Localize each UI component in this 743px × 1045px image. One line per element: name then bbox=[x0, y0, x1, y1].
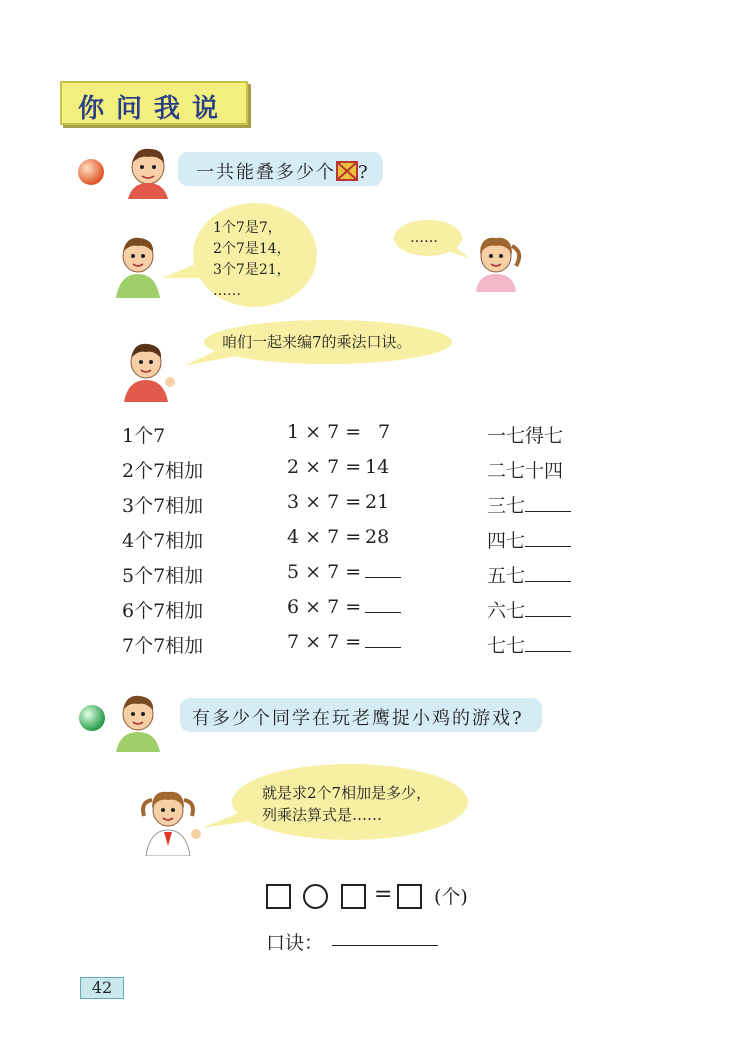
rhyme-text: 二七十四 bbox=[487, 460, 564, 482]
rhyme-text: 五七 bbox=[487, 561, 571, 589]
equals-sign: = bbox=[374, 882, 393, 907]
rhyme-text: 一七得七 bbox=[487, 425, 564, 447]
equation-lhs: 3 × 7 = bbox=[287, 491, 362, 513]
page-number: 42 bbox=[80, 977, 124, 999]
rhyme-text: 六七 bbox=[487, 596, 571, 624]
equation-lhs: 2 × 7 = bbox=[287, 456, 362, 478]
equation-lhs: 7 × 7 = bbox=[287, 631, 362, 653]
orange-ball-icon bbox=[76, 157, 106, 187]
equation-lhs: 5 × 7 = bbox=[287, 561, 362, 583]
rhyme-blank[interactable] bbox=[525, 651, 571, 652]
equation-lhs: 6 × 7 = bbox=[287, 596, 362, 618]
girl-illustration bbox=[468, 230, 524, 292]
rhyme-blank[interactable] bbox=[525, 546, 571, 547]
sum-text: 2个7相加 bbox=[122, 460, 204, 482]
equation-result: 28 bbox=[365, 526, 390, 548]
equation-result: 21 bbox=[365, 491, 390, 513]
girl-pointing-illustration bbox=[138, 782, 206, 856]
result-blank[interactable] bbox=[365, 561, 401, 589]
boy-illustration bbox=[118, 143, 176, 199]
sum-text: 6个7相加 bbox=[122, 600, 204, 622]
sum-text: 1个7 bbox=[122, 425, 166, 447]
answer-box[interactable] bbox=[341, 884, 366, 909]
sum-text: 3个7相加 bbox=[122, 495, 204, 517]
sum-text: 4个7相加 bbox=[122, 530, 204, 552]
bubble-left-text: 1个7是7， 2个7是14， 3个7是21， …… bbox=[213, 220, 291, 299]
rhyme-blank[interactable] bbox=[525, 511, 571, 512]
result-blank[interactable] bbox=[365, 631, 401, 659]
rhyme-text: 七七 bbox=[487, 631, 571, 659]
result-blank[interactable] bbox=[365, 596, 401, 624]
rhyme-blank[interactable] bbox=[525, 581, 571, 582]
rhyme-label: 口诀： bbox=[266, 932, 324, 954]
block-icon bbox=[336, 161, 358, 181]
boy-green-illustration bbox=[112, 232, 164, 298]
section-title: 你问我说 bbox=[78, 94, 231, 124]
equation-lhs: 1 × 7 = bbox=[287, 421, 362, 443]
equation-lhs: 4 × 7 = bbox=[287, 526, 362, 548]
operator-circle[interactable] bbox=[303, 884, 328, 909]
rhyme-answer-line[interactable] bbox=[332, 945, 438, 946]
answer-box[interactable] bbox=[266, 884, 291, 909]
sum-text: 5个7相加 bbox=[122, 565, 204, 587]
answer-box[interactable] bbox=[397, 884, 422, 909]
equation-result: 7 bbox=[378, 421, 391, 443]
rhyme-text: 三七 bbox=[487, 491, 571, 519]
question-text: 有多少个同学在玩老鹰捉小鸡的游戏? bbox=[192, 708, 524, 729]
equation-result: 14 bbox=[365, 456, 390, 478]
boy-pointing-illustration bbox=[120, 338, 180, 402]
rhyme-text: 四七 bbox=[487, 526, 571, 554]
unit-label: (个) bbox=[434, 886, 468, 908]
boy-green-illustration bbox=[108, 690, 174, 752]
bubble-right-text: …… bbox=[410, 230, 438, 246]
bubble-girl-text: 就是求2个7相加是多少， 列乘法算式是…… bbox=[262, 784, 432, 824]
question-text: 一共能叠多少个 ? bbox=[196, 162, 370, 183]
green-ball-icon bbox=[77, 703, 107, 733]
sum-text: 7个7相加 bbox=[122, 635, 204, 657]
rhyme-blank[interactable] bbox=[525, 616, 571, 617]
bubble-compose-text: 咱们一起来编7的乘法口诀。 bbox=[222, 333, 412, 351]
